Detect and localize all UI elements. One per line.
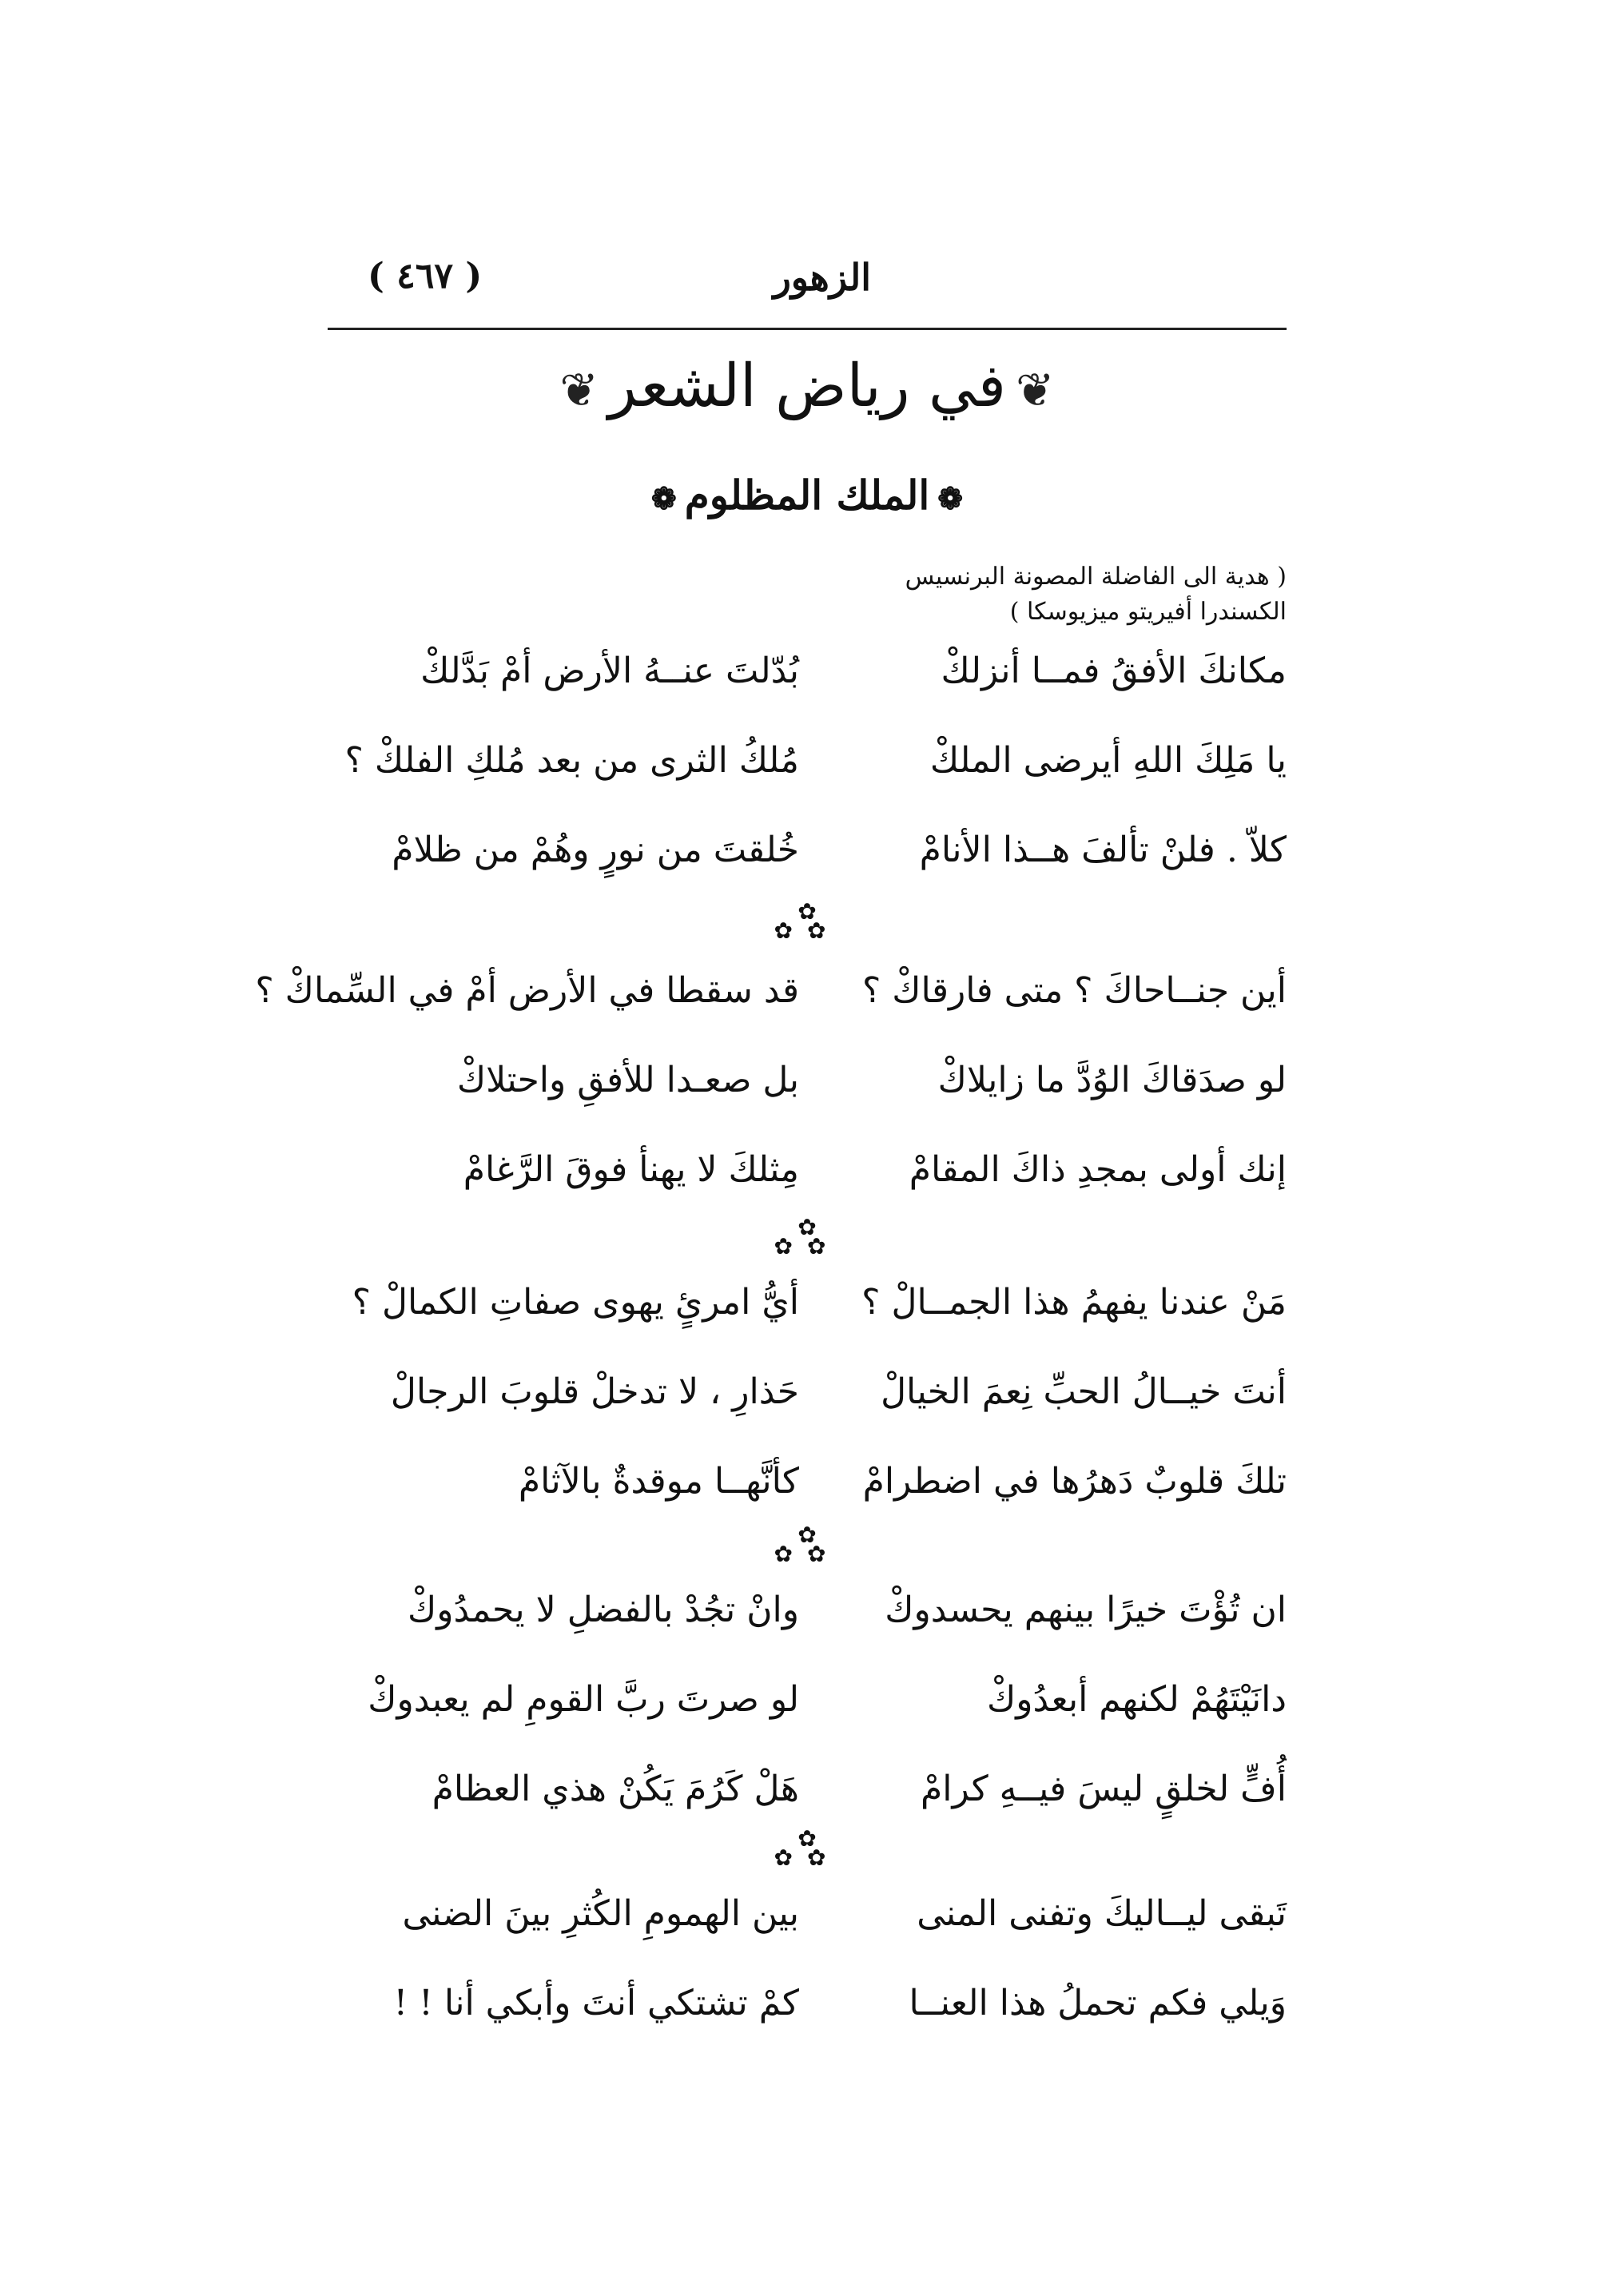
star-icon: ✿ <box>798 1214 817 1240</box>
poem-title-text: الملك المظلوم <box>684 472 930 519</box>
stanza-divider <box>328 1214 1287 1259</box>
hemistich-second: بين الهمومِ الكُثرِ بينَ الضنى <box>402 1893 799 1934</box>
dedication <box>839 559 1287 630</box>
hemistich-second: كمْ تشتكي أنتَ وأبكي أنا ! ! <box>393 1983 799 2023</box>
star-icon: ✿✿ <box>774 1233 841 1259</box>
hemistich-second: كأنَّهــا موقدةٌ بالآثامْ <box>518 1461 799 1502</box>
hemistich-first: لو صدَقاكَ الوُدَّ ما زايلاكْ <box>937 1060 1287 1100</box>
hemistich-first: أنتَ خيــالُ الحبِّ نِعمَ الخيالْ <box>881 1371 1287 1412</box>
hemistich-second: هَلْ كَرُمَ يَكُنْ هذي العظامْ <box>432 1769 799 1809</box>
poem-title <box>328 472 1287 519</box>
verse <box>328 1668 1287 1757</box>
hemistich-first: كلاّ . فلنْ تألفَ هــذا الأنامْ <box>919 830 1287 870</box>
hemistich-second: خُلقتَ من نورٍ وهُمْ من ظلامْ <box>392 830 799 870</box>
stanza-2 <box>255 959 1287 1228</box>
hemistich-first: مَنْ عندنا يفهمُ هذا الجمــالْ ؟ <box>861 1282 1287 1323</box>
hemistich-first: أين جنــاحاكَ ؟ متى فارقاكْ ؟ <box>861 970 1287 1011</box>
verse <box>328 1049 1287 1138</box>
hemistich-second: قد سقطا في الأرض أمْ في السِّماكْ ؟ <box>255 970 799 1011</box>
hemistich-second: أيُّ امرئٍ يهوى صفاتِ الكمالْ ؟ <box>352 1282 799 1323</box>
hemistich-second: مِثلكَ لا يهنأ فوقَ الرَّغامْ <box>463 1149 799 1190</box>
stanza-5 <box>328 1882 1287 2061</box>
dedication-line: ( هدية الى الفاضلة المصونة البرنسيس <box>905 563 1287 591</box>
hemistich-second: وانْ تجُدْ بالفضلِ لا يحمدُوكْ <box>407 1590 799 1630</box>
verse <box>328 1972 1287 2061</box>
star-icon: ✿✿ <box>774 1541 841 1567</box>
star-icon: ✿ <box>798 1522 817 1548</box>
ornament-right-icon: ❦ <box>1016 363 1055 417</box>
hemistich-first: تلكَ قلوبٌ دَهرُها في اضطرامْ <box>862 1461 1287 1502</box>
verse <box>328 1578 1287 1668</box>
running-head <box>328 256 1287 312</box>
verse <box>328 729 1287 818</box>
hemistich-second: بُدّلتَ عنــهُ الأرض أمْ بَدَّلكْ <box>420 651 799 691</box>
star-icon: ✿✿ <box>774 917 841 944</box>
hemistich-second: حَذارِ ، لا تدخلْ قلوبَ الرجالْ <box>390 1371 799 1412</box>
hemistich-first: يا مَلِكَ اللهِ أيرضى الملكْ <box>929 740 1287 781</box>
hemistich-second: بل صعـدا للأفقِ واحتلاكْ <box>456 1060 799 1100</box>
verse <box>328 818 1287 908</box>
hemistich-second: لو صرتَ ربَّ القومِ لم يعبدوكْ <box>368 1679 799 1720</box>
hemistich-first: إنك أولى بمجدِ ذاكَ المقامْ <box>909 1149 1287 1190</box>
hemistich-first: دانَيْتَهُمْ لكنهم أبعدُوكْ <box>986 1679 1287 1720</box>
hemistich-first: ان تُؤْتَ خيرًا بينهم يحسدوكْ <box>885 1590 1287 1630</box>
stanza-divider <box>328 1825 1287 1871</box>
section-title-text: في رياض الشعر <box>607 352 1007 420</box>
hemistich-first: تَبقى ليــاليكَ وتفنى المنى <box>917 1893 1287 1934</box>
section-title <box>328 352 1287 420</box>
verse <box>328 1360 1287 1450</box>
page <box>255 240 1287 2078</box>
verse <box>328 1271 1287 1360</box>
dedication-line: الكسندرا أفيريتو ميزيوسكا ) <box>1009 598 1287 626</box>
verse <box>328 639 1287 729</box>
verse <box>255 959 1287 1049</box>
poem-title-ornament-right-icon: ❁ <box>937 480 964 516</box>
star-icon: ✿✿ <box>774 1844 841 1871</box>
verse <box>328 1882 1287 1972</box>
star-icon: ✿ <box>798 1825 817 1852</box>
header-rule <box>328 328 1287 330</box>
stanza-1 <box>328 639 1287 908</box>
stanza-divider <box>328 898 1287 944</box>
page-number: ( ٤٦٧ ) <box>368 256 483 296</box>
stanza-3 <box>328 1271 1287 1539</box>
hemistich-first: مكانكَ الأفقُ فمــا أنزلكْ <box>941 651 1287 691</box>
star-icon: ✿ <box>798 898 817 925</box>
poem-title-ornament-left-icon: ❁ <box>650 480 677 516</box>
hemistich-first: وَيلي فكم تحملُ هذا العنــا <box>909 1983 1287 2023</box>
hemistich-first: أُفٍّ لخلقٍ ليسَ فيــهِ كرامْ <box>920 1769 1287 1809</box>
running-head-title: الزهور <box>773 256 871 299</box>
stanza-4 <box>328 1578 1287 1852</box>
stanza-divider <box>328 1522 1287 1567</box>
ornament-left-icon: ❦ <box>559 363 599 417</box>
hemistich-second: مُلكُ الثرى من بعد مُلكِ الفلكْ ؟ <box>344 740 799 781</box>
